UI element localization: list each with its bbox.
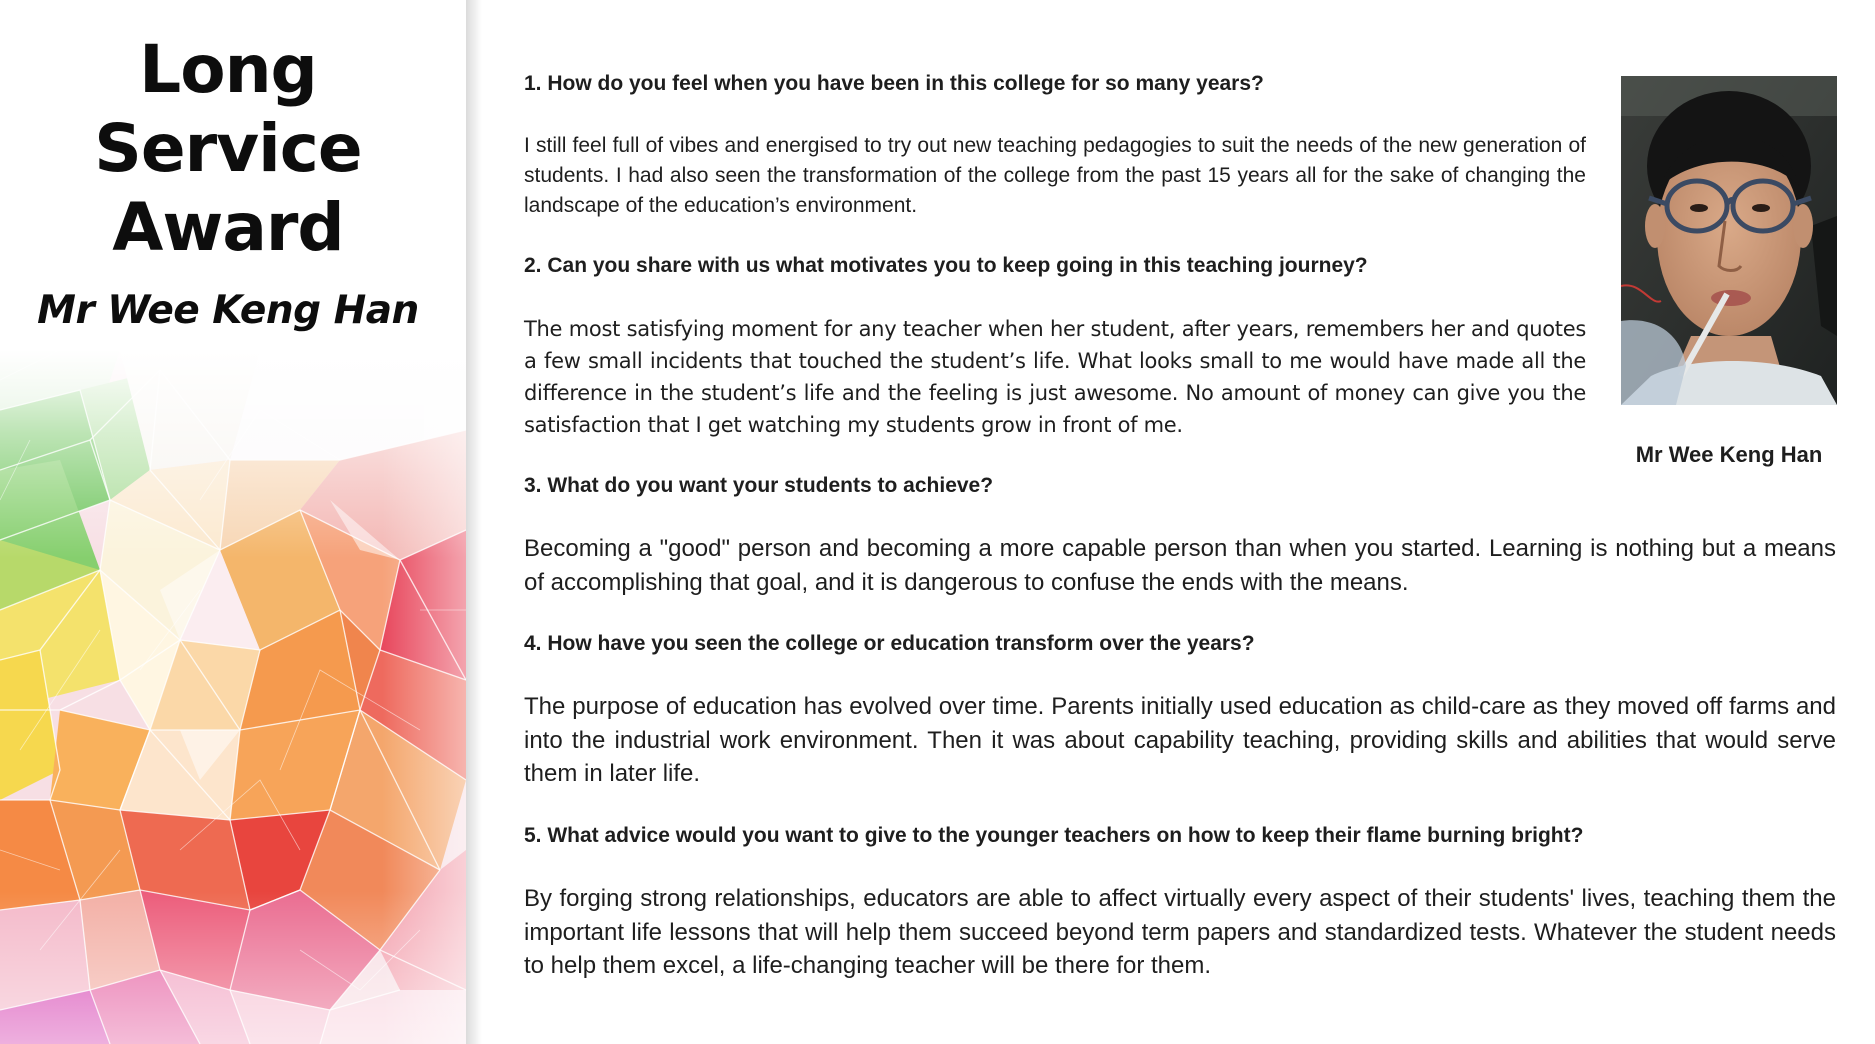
panel-divider-shadow — [466, 0, 482, 1044]
polygon-art-background — [0, 350, 466, 1044]
award-title — [0, 30, 456, 267]
recipient-name: Mr Wee Keng Han — [37, 288, 419, 333]
answer-3: Becoming a "good" person and becoming a more capable person than when you started. Learning is nothing but a means of accomplishing that goal, and it is dangerous to confuse the ends with the means. — [524, 535, 1836, 596]
question-5: 5. What advice would you want to give to the younger teachers on how to keep their flame burning bright? — [524, 824, 1584, 847]
award-title-line1: Long Service — [94, 31, 362, 187]
answer-1: I still feel full of vibes and energised to try out new teaching pedagogies to suit the needs of the new generation of students. I had also seen the transformation of the college from the past 15 years all for the sake of changing the landscape of the education’s environment. — [524, 134, 1586, 217]
recipient-photo — [1621, 76, 1837, 405]
question-2: 2. Can you share with us what motivates you to keep going in this teaching journey? — [524, 254, 1368, 277]
award-panel — [0, 0, 466, 1044]
question-4: 4. How have you seen the college or education transform over the years? — [524, 632, 1255, 655]
answer-4: The purpose of education has evolved over time. Parents initially used education as child-care as they moved off farms and into the industrial work environment. Then it was about capability teaching, providing skills and abilities that would serve them in later life. — [524, 693, 1836, 787]
answer-5: By forging strong relationships, educators are able to affect virtually every aspect of their students' lives, teaching them the important life lessons that will help them succeed beyond term papers and standardized tests. Whatever the student needs to help them excel, a life-changing teacher will be there for them. — [524, 885, 1836, 979]
answer-2: The most satisfying moment for any teacher when her student, after years, remembers her and quotes a few small incidents that touched the student’s life. What looks small to me would have made all the difference in the student’s life and the feeling is just awesome. No amount of money can give you the satisfaction that I get watching my students grow in front of me. — [524, 317, 1586, 437]
question-3: 3. What do you want your students to achieve? — [524, 474, 994, 497]
photo-caption: Mr Wee Keng Han — [1635, 442, 1823, 467]
award-title-line2: Award — [112, 189, 344, 266]
question-1: 1. How do you feel when you have been in this college for so many years? — [524, 72, 1264, 95]
